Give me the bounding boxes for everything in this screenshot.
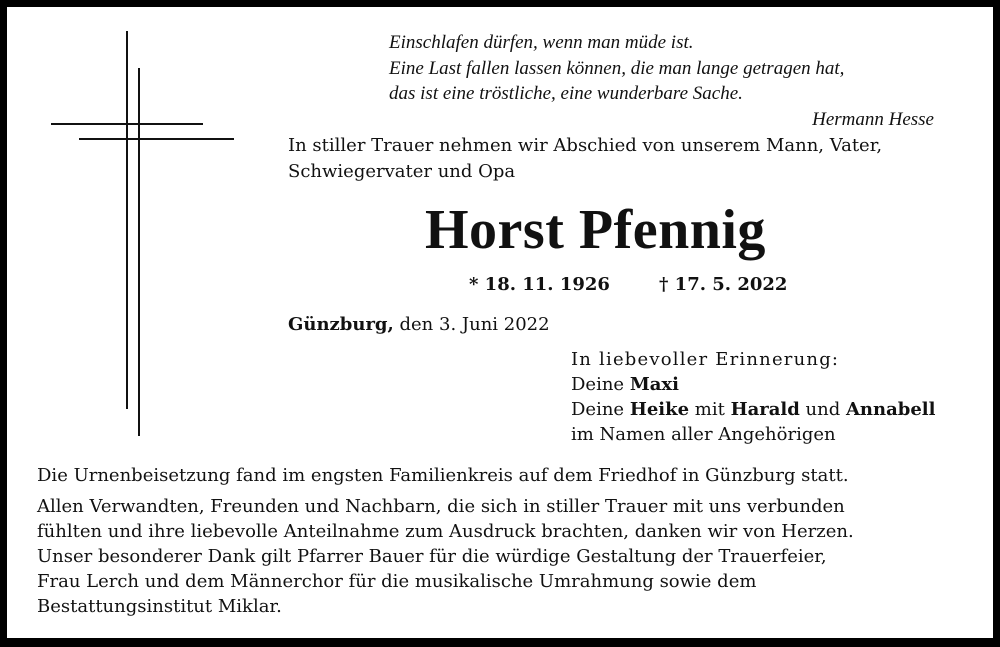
thanks-line: Frau Lerch und dem Männerchor für die musikalische Umrahmung sowie dem	[37, 571, 757, 592]
thanks-line: Bestattungsinstitut Miklar.	[37, 596, 282, 617]
deceased-name: Horst Pfennig	[425, 199, 766, 261]
mourner-name: Maxi	[629, 374, 679, 395]
birth-date: * 18. 11. 1926	[469, 274, 610, 295]
mourner-name: Heike	[629, 399, 690, 420]
intro-line: In stiller Trauer nehmen wir Abschied von unserem Mann, Vater,	[288, 135, 883, 156]
poem-quote	[389, 30, 934, 132]
mourner-name: Harald	[730, 399, 800, 420]
place-date	[288, 313, 550, 337]
mourner-line: Deine Maxi	[571, 374, 679, 395]
obituary-notice	[7, 7, 993, 638]
poem-line: das ist eine tröstliche, eine wunderbare Sache.	[389, 83, 743, 104]
thanks-line: fühlten und ihre liebevolle Anteilnahme zum Ausdruck brachten, danken wir von Herzen.	[37, 521, 854, 542]
mourner-line: im Namen aller Angehörigen	[571, 424, 836, 445]
mourner-line: Deine Heike mit Harald und Annabell	[571, 399, 936, 420]
poem-line: Eine Last fallen lassen können, die man lange getragen hat,	[389, 57, 845, 79]
poem-line: Einschlafen dürfen, wenn man müde ist.	[389, 32, 694, 53]
place-name: Günzburg,	[288, 314, 394, 335]
mourners-heading: In liebevoller Erinnerung:	[571, 349, 840, 370]
mourner-name: Annabell	[845, 399, 936, 420]
burial-note: Die Urnenbeisetzung fand im engsten Familienkreis auf dem Friedhof in Günzburg statt.	[37, 465, 849, 486]
thanks-line: Unser besonderer Dank gilt Pfarrer Bauer für die würdige Gestaltung der Trauerfeier,	[37, 546, 827, 567]
intro-line: Schwiegervater und Opa	[288, 161, 516, 182]
death-date: † 17. 5. 2022	[659, 274, 788, 295]
notice-date: den 3. Juni 2022	[393, 314, 550, 335]
poem-author: Hermann Hesse	[812, 108, 934, 130]
thanks-line: Allen Verwandten, Freunden und Nachbarn, die sich in stiller Trauer mit uns verbunden	[37, 496, 845, 517]
